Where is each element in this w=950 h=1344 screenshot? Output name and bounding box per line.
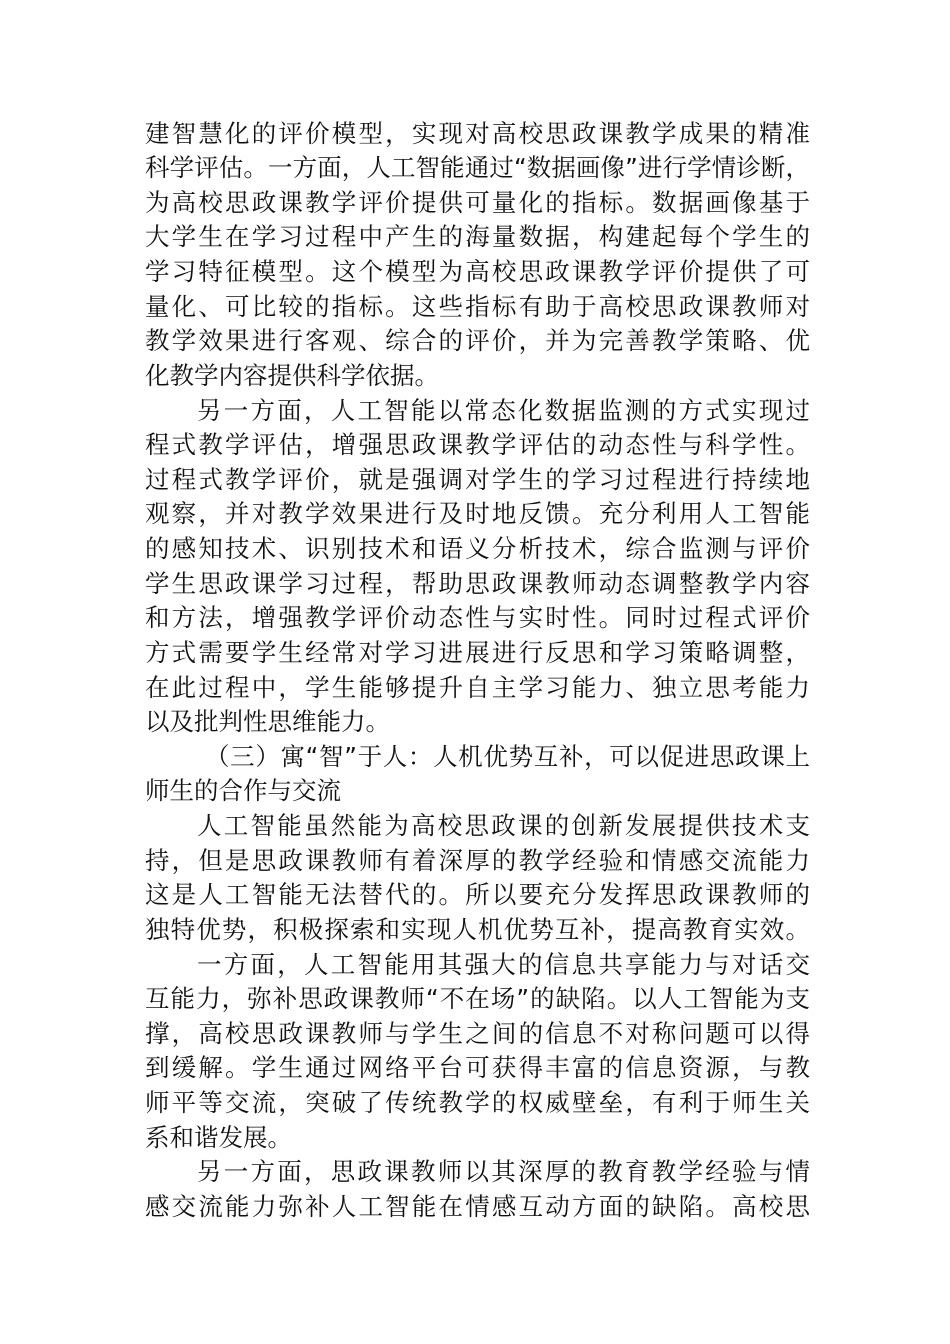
text-line: 以及批判性思维能力。: [145, 707, 390, 736]
text-line: 撑，高校思政课教师与学生之间的信息不对称问题可以得: [145, 1019, 810, 1048]
text-line: 化教学内容提供科学依据。: [145, 361, 439, 390]
text-line: 的感知技术、识别技术和语义分析技术，综合监测与评价: [145, 534, 810, 563]
text-line: 独特优势，积极探索和实现人机优势互补，提高教育实效。: [145, 915, 810, 944]
text-line: 为高校思政课教学评价提供可量化的指标。数据画像基于: [145, 188, 810, 217]
text-line: 在此过程中，学生能够提升自主学习能力、独立思考能力: [145, 673, 810, 702]
section-heading: （三）寓“智”于人：人机优势互补，可以促进思政课上: [205, 742, 810, 771]
text-line: 教学效果进行客观、综合的评价，并为完善教学策略、优: [145, 326, 810, 355]
text-line: 观察，并对教学效果进行及时地反馈。充分利用人工智能: [145, 499, 810, 528]
text-line: 科学评估。一方面，人工智能通过“数据画像”进行学情诊断，: [145, 153, 810, 182]
paragraph-first-line: 另一方面，思政课教师以其深厚的教育教学经验与情: [197, 1157, 810, 1186]
text-line: 建智慧化的评价模型，实现对高校思政课教学成果的精准: [145, 119, 810, 148]
paragraph-first-line: 一方面，人工智能用其强大的信息共享能力与对话交: [197, 950, 810, 979]
text-line: 互能力，弥补思政课教师“不在场”的缺陷。以人工智能为支: [145, 984, 810, 1013]
text-line: 方式需要学生经常对学习进展进行反思和学习策略调整，: [145, 638, 810, 667]
text-line: 学习特征模型。这个模型为高校思政课教学评价提供了可: [145, 257, 810, 286]
text-line: 系和谐发展。: [145, 1123, 292, 1152]
paragraph-first-line: 另一方面，人工智能以常态化数据监测的方式实现过: [197, 396, 810, 425]
text-line: 师平等交流，突破了传统教学的权威壁垒，有利于师生关: [145, 1088, 810, 1117]
text-line: 感交流能力弥补人工智能在情感互动方面的缺陷。高校思: [145, 1192, 810, 1221]
text-line: 过程式教学评价，就是强调对学生的学习过程进行持续地: [145, 465, 810, 494]
text-line: 量化、可比较的指标。这些指标有助于高校思政课教师对: [145, 292, 810, 321]
text-line: 和方法，增强教学评价动态性与实时性。同时过程式评价: [145, 603, 810, 632]
text-line: 程式教学评估，增强思政课教学评估的动态性与科学性。: [145, 430, 810, 459]
section-heading-continued: 师生的合作与交流: [145, 776, 341, 805]
text-line: 持，但是思政课教师有着深厚的教学经验和情感交流能力: [145, 846, 810, 875]
text-line: 到缓解。学生通过网络平台可获得丰富的信息资源，与教: [145, 1053, 810, 1082]
text-line: 学生思政课学习过程，帮助思政课教师动态调整教学内容: [145, 569, 810, 598]
text-line: 这是人工智能无法替代的。所以要充分发挥思政课教师的: [145, 880, 810, 909]
paragraph-first-line: 人工智能虽然能为高校思政课的创新发展提供技术支: [197, 811, 810, 840]
text-line: 大学生在学习过程中产生的海量数据，构建起每个学生的: [145, 222, 810, 251]
